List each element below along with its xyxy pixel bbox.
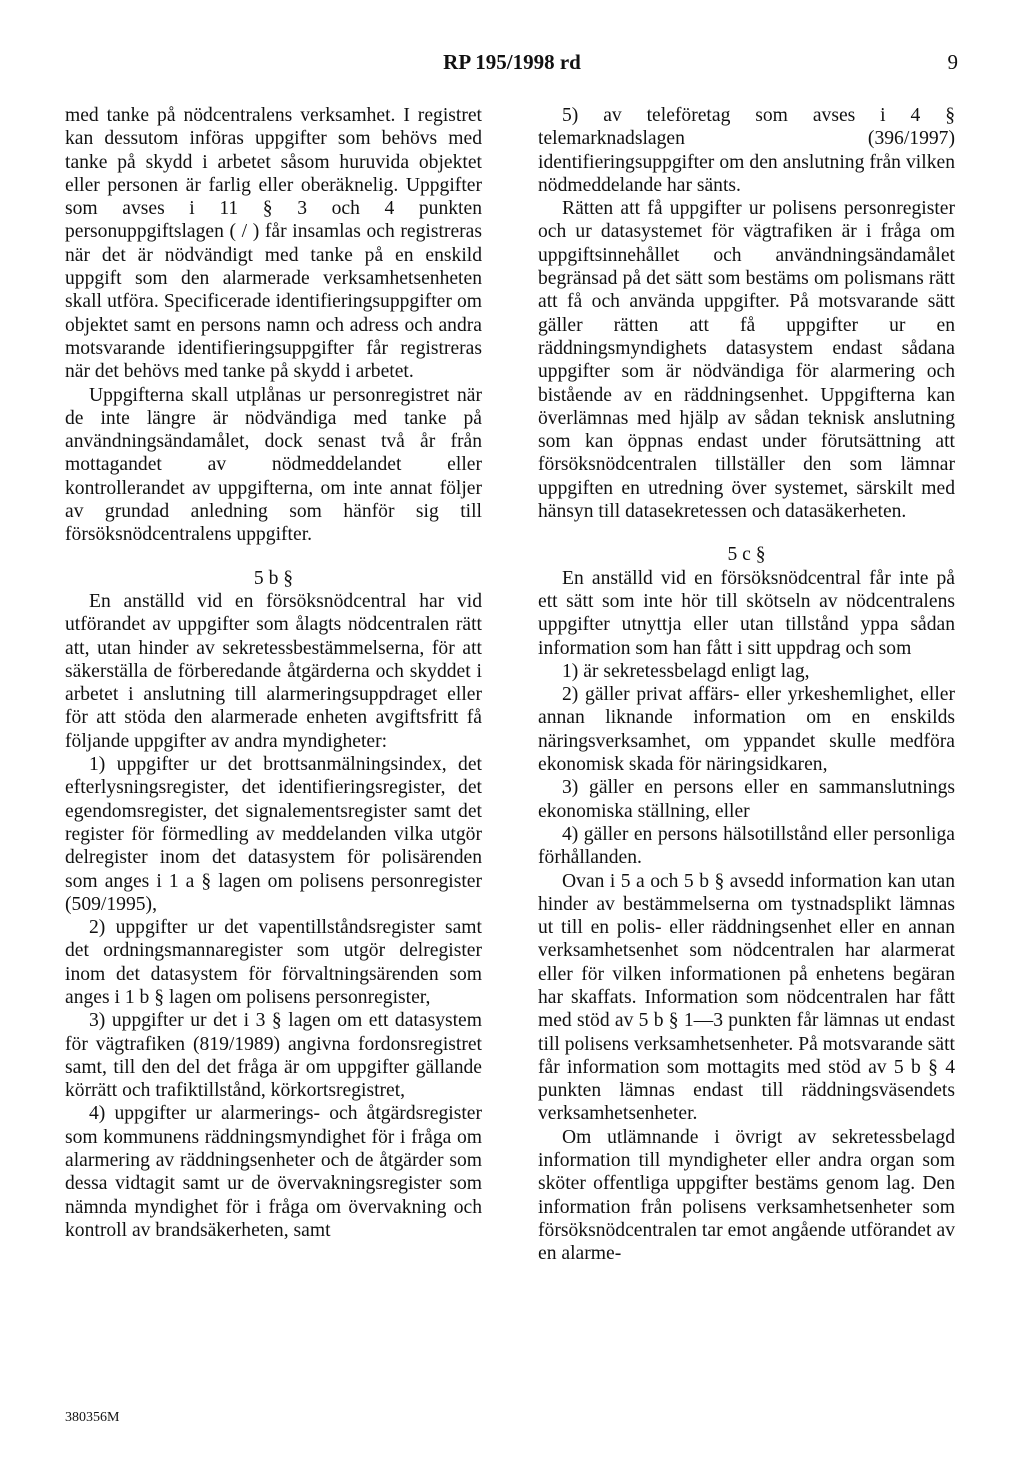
list-item: 4) uppgifter ur alarmerings- och åtgärdsregister som kommunens räddningsmyndighet för i fråga om alarmering av räddningsenheter och de åtgärder som dessa vidtagit samt ur de övervakningsregister som nämnda myndighet för i fråga om övervakning och kontroll av brandsäkerheten, samt (65, 1103, 482, 1241)
paragraph: med tanke på nödcentralens verksamhet. I registret kan dessutom införas uppgifter som behövs med tanke på skydd i arbetet såsom huruvida objektet eller personen är farlig eller oberäknelig. Uppgifter som avses i 11 § 3 och 4 punkten personuppgiftslagen ( / ) får insamlas och registreras när det är nödvändigt med tanke på en enskild uppgift som den alarmerade verksamhetsenheten skall utföra. Specificerade identifieringsuppgifter om objektet samt en persons namn och adress och andra motsvarande identifieringsuppgifter får registreras när det behövs med tanke på skydd i arbetet. (65, 105, 482, 383)
paragraph: Ovan i 5 a och 5 b § avsedd information kan utan hinder av bestämmelserna om tystnadsplikt lämnas ut till en polis- eller räddningsenhet eller en annan verksamhetsenhet som nödcentralen har alarmerat eller för vilken informationen på enhetens begäran har skaffats. Information som nödcentralen har fått med stöd av 5 b § 1—3 punkten får lämnas ut endast till polisens verksamhetsenheter. På motsvarande sätt får information som mottagits med stöd av 5 b § 4 punkten lämnas endast till räddningsväsendets verksamhetsenheter. (538, 870, 955, 1125)
section-heading-5b: 5 b § (253, 567, 294, 589)
right-column (538, 104, 955, 1266)
footer-code: 380356M (65, 1410, 120, 1425)
list-item: 2) gäller privat affärs- eller yrkeshemlighet, eller annan liknande information om en enskilds näringsverksamhet, om yppandet skulle medföra ekonomisk skada för näringsidkaren, (538, 684, 955, 776)
paragraph: En anställd vid en försöksnödcentral har vid utförandet av uppgifter som ålagts nödcentralen rätt att, utan hinder av sekretessbestämmelserna, för att säkerställa de förberedande åtgärderna och skyddet i arbetet i anslutning till alarmeringsuppdraget eller för att stöda den alarmerade enheten avgiftsfritt få följande uppgifter av andra myndigheter: (65, 590, 482, 752)
list-item: 2) uppgifter ur det vapentillståndsregister samt det ordningsmannaregister som utgör delregister inom det datasystem för förvaltningsärenden som anges i 1 b § lagen om polisens personregister, (65, 917, 482, 1008)
list-item: 4) gäller en persons hälsotillstånd eller personliga förhållanden. (538, 823, 955, 869)
list-item: 3) gäller en persons eller en sammanslutnings ekonomiska ställning, eller (538, 777, 955, 822)
document-title: RP 195/1998 rd (443, 50, 581, 74)
list-item: 1) uppgifter ur det brottsanmälningsindex, det efterlysningsregister, det identifieringsregister, det egendomsregister, det signalementsregister samt det register för förmedling av meddelanden vilka utgör delregister inom det datasystem för polisärenden som anges i 1 a § lagen om polisens personregister (509/1995), (65, 754, 482, 915)
paragraph: En anställd vid en försöksnödcentral får inte på ett sätt som inte hör till skötseln av nödcentralens uppgifter utnyttja eller utan tillstånd yppa sådan information som han fått i sitt uppdrag och som (538, 567, 955, 659)
paragraph: Uppgifterna skall utplånas ur personregistret när de inte längre är nödvändiga med tanke på användningsändamålet, dock senast två år från mottagandet av nödmeddelandet eller kontrollerandet av uppgifterna, om inte annat följer av grundad anledning som hänför sig till försöksnödcentralens uppgifter. (65, 384, 482, 546)
section-heading-5c: 5 c § (727, 544, 766, 566)
page-header (0, 50, 1024, 84)
list-item: 3) uppgifter ur det i 3 § lagen om ett datasystem för vägtrafiken (819/1989) angivna fordonsregistret samt, till den del det fråga är om uppgifter gällande körrätt och trafiktillstånd, körkortsregistret, (65, 1010, 482, 1102)
paragraph: Om utlämnande i övrigt av sekretessbelagd information till myndigheter eller andra organ som sköter offentliga uppgifter bestäms genom lag. Den information från polisens verksamhetsenheter som försöksnödcentralen tar emot angående utförandet av en alarme- (538, 1126, 955, 1265)
paragraph: Rätten att få uppgifter ur polisens personregister och ur datasystemet för vägtrafiken är i fråga om uppgiftsinnehållet och användningsändamålet begränsad på det sätt som bestäms om polismans rätt att få och använda uppgifter. På motsvarande sätt gäller rätten att få uppgifter ur en räddningsmyndighets datasystem endast sådana uppgifter som är nödvändiga för alarmering och bistående av en räddningsenhet. Uppgifterna kan överlämnas med hjälp av sådan teknisk anslutning som kan öppnas endast under förutsättning att försöksnödcentralen tillställer den som lämnar uppgiften en utredning över systemet, särskilt med hänsyn till datasekretessen och datasäkerheten. (538, 198, 955, 523)
list-item: 1) är sekretessbelagd enligt lag, (562, 660, 810, 682)
left-column (65, 104, 482, 1242)
list-item: 5) av teleföretag som avses i 4 § telemarknadslagen (396/1997) identifieringsuppgifter om den anslutning från vilken nödmeddelande har sänts. (538, 105, 955, 196)
page-number: 9 (947, 50, 958, 74)
